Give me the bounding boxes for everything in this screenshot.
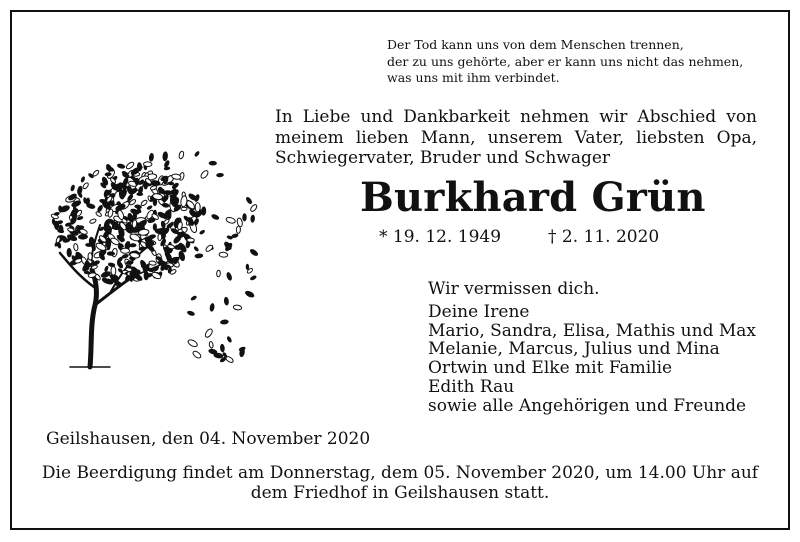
leaf-shape	[245, 196, 253, 205]
leaf-shape	[140, 199, 148, 206]
leaf-shape	[125, 161, 135, 170]
leaf-shape	[181, 207, 187, 210]
place-date: Geilshausen, den 04. November 2020	[46, 429, 371, 449]
leaf-shape	[92, 169, 100, 177]
mourner-line: Edith Rau	[428, 376, 515, 397]
leaf-shape	[66, 248, 72, 258]
quote-line: der zu uns gehörte, aber er kann uns nicht das nehmen,	[387, 53, 744, 69]
birth-date: * 19. 12. 1949	[379, 227, 502, 247]
leaf-shape	[193, 246, 200, 253]
leaf-shape	[88, 253, 92, 261]
leaf-shape	[89, 218, 96, 224]
leaf-shape	[149, 261, 157, 266]
leaf-shape	[162, 151, 168, 161]
intro-line: Schwiegervater, Bruder und Schwager	[275, 148, 611, 168]
mourners-block	[428, 280, 788, 416]
funeral-line: dem Friedhof in Geilshausen statt.	[250, 483, 550, 503]
leaf-shape	[223, 297, 229, 306]
leaf-shape	[80, 176, 86, 183]
leaf-shape	[250, 204, 258, 213]
leaf-shape	[194, 150, 201, 157]
deceased-name: Burkhard Grün	[360, 174, 706, 221]
leaf-shape	[250, 215, 255, 223]
leaf-shape	[195, 203, 200, 212]
leaf-shape	[82, 182, 89, 190]
mourner-line: Ortwin und Elke mit Familie	[428, 358, 673, 379]
mourner-line: sowie alle Angehörigen und Freunde	[428, 395, 747, 416]
leaf-shape	[148, 153, 154, 162]
leaf-shape	[158, 234, 162, 241]
leaf-shape	[225, 217, 235, 225]
leaf-shape	[216, 173, 224, 178]
leaf-shape	[249, 275, 257, 282]
funeral-notice	[0, 463, 800, 503]
funeral-line: Die Beerdigung findet am Donnerstag, dem 05. November 2020, um 14.00 Uhr auf	[41, 463, 759, 483]
leaf-shape	[111, 266, 116, 275]
quote-line: Der Tod kann uns von dem Menschen trennen,	[387, 37, 684, 52]
leaf-shape	[246, 264, 250, 270]
quote-line: was uns mit ihm verbindet.	[387, 70, 560, 85]
leaf-shape	[204, 328, 214, 339]
leaf-shape	[138, 229, 149, 236]
leaf-shape	[95, 242, 107, 252]
leaf-shape	[199, 229, 206, 235]
leaf-shape	[187, 338, 198, 348]
leaf-shape	[242, 213, 247, 221]
leaf-shape	[244, 290, 255, 299]
leaf-shape	[55, 236, 60, 243]
leaf-shape	[219, 252, 228, 258]
leaf-shape	[226, 336, 233, 344]
farewell-intro	[275, 107, 757, 169]
leaf-shape	[178, 151, 184, 159]
leaf-shape	[121, 248, 130, 253]
leaf-shape	[186, 310, 195, 317]
death-date: † 2. 11. 2020	[548, 227, 660, 247]
leaf-shape	[78, 234, 88, 240]
leaf-shape	[190, 295, 198, 302]
leaf-shape	[187, 238, 195, 242]
leaf-shape	[233, 305, 242, 311]
memorial-quote	[387, 37, 787, 87]
leaf-shape	[192, 350, 202, 359]
leaf-shape	[70, 184, 76, 192]
leaf-shape	[211, 213, 221, 221]
leaf-shape	[143, 162, 152, 167]
leaf-shape	[194, 253, 203, 259]
leaf-shape	[220, 319, 229, 325]
tree-in-wind-icon	[40, 145, 260, 375]
leaf-shape	[209, 303, 215, 312]
leaf-shape	[73, 243, 78, 251]
mourners-headline: Wir vermissen dich.	[428, 279, 600, 299]
mourner-line: Melanie, Marcus, Julius und Mina	[428, 339, 720, 360]
intro-line: meinem lieben Mann, unserem Vater, liebsten Opa,	[275, 127, 757, 148]
leaf-shape	[209, 341, 214, 348]
leaf-shape	[200, 169, 210, 179]
intro-line: In Liebe und Dankbarkeit nehmen wir Abschied von	[275, 107, 757, 127]
leaf-shape	[116, 163, 125, 170]
leaf-shape	[216, 270, 220, 277]
mourner-line: Deine Irene	[428, 301, 530, 322]
leaf-shape	[136, 192, 143, 196]
leaf-shape	[209, 161, 217, 166]
leaf-shape	[249, 248, 259, 257]
leaf-shape	[205, 244, 214, 253]
leaf-shape	[146, 205, 153, 211]
mourner-line: Mario, Sandra, Elisa, Mathis und Max	[428, 320, 756, 341]
leaf-shape	[225, 271, 233, 281]
leaf-shape	[220, 344, 225, 353]
